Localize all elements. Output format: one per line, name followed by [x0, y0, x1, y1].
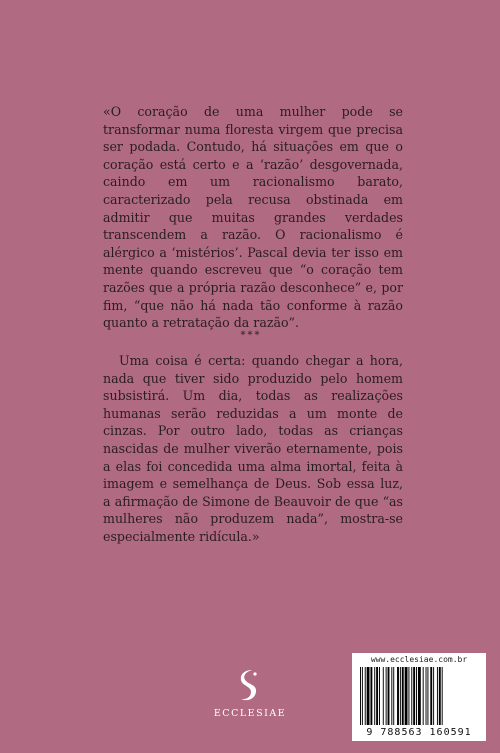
quote-paragraph: «O coração de uma mulher pode se transformar numa floresta virgem que precisa ser podada. Contudo, há situações em que o coração está certo e a ‘razão’ desgovernada, caindo em um racionalismo barato, caracterizado pela recusa obstinada em admitir que muitas grandes verdades transcendem a razão. O racionalismo é alérgico a ‘mistérios’. Pascal devia ter isso em mente quando escreveu que “o coração tem razões que a própria razão desconhece” e, por fim, “que não há nada tão conforme à razão quanto a retratação da razão”. — [103, 104, 403, 331]
second-paragraph: Uma coisa é certa: quando chegar a hora, nada que tiver sido produzido pelo homem subsistirá. Um dia, todas as realizações humanas serão reduzidas a um monte de cinzas. Por outro lado, todas as crianças nascidas de mulher viverão eternamente, pois a elas foi concedida uma alma imortal, feita à imagem e semelhança de Deus. Sob essa luz, a afirmação de Simone de Beauvoir de que “as mulheres não produzem nada”, mostra-se especialmente ridícula.» — [103, 353, 403, 544]
barcode-icon — [358, 667, 480, 725]
barcode-number: 9 788563 160591 — [366, 727, 472, 738]
ecclesiae-logo-icon — [228, 668, 272, 706]
publisher-name: ECCLESIAE — [213, 708, 287, 719]
section-separator: *** — [240, 330, 262, 341]
publisher-website: www.ecclesiae.com.br — [370, 655, 468, 664]
barcode-panel — [352, 653, 486, 741]
